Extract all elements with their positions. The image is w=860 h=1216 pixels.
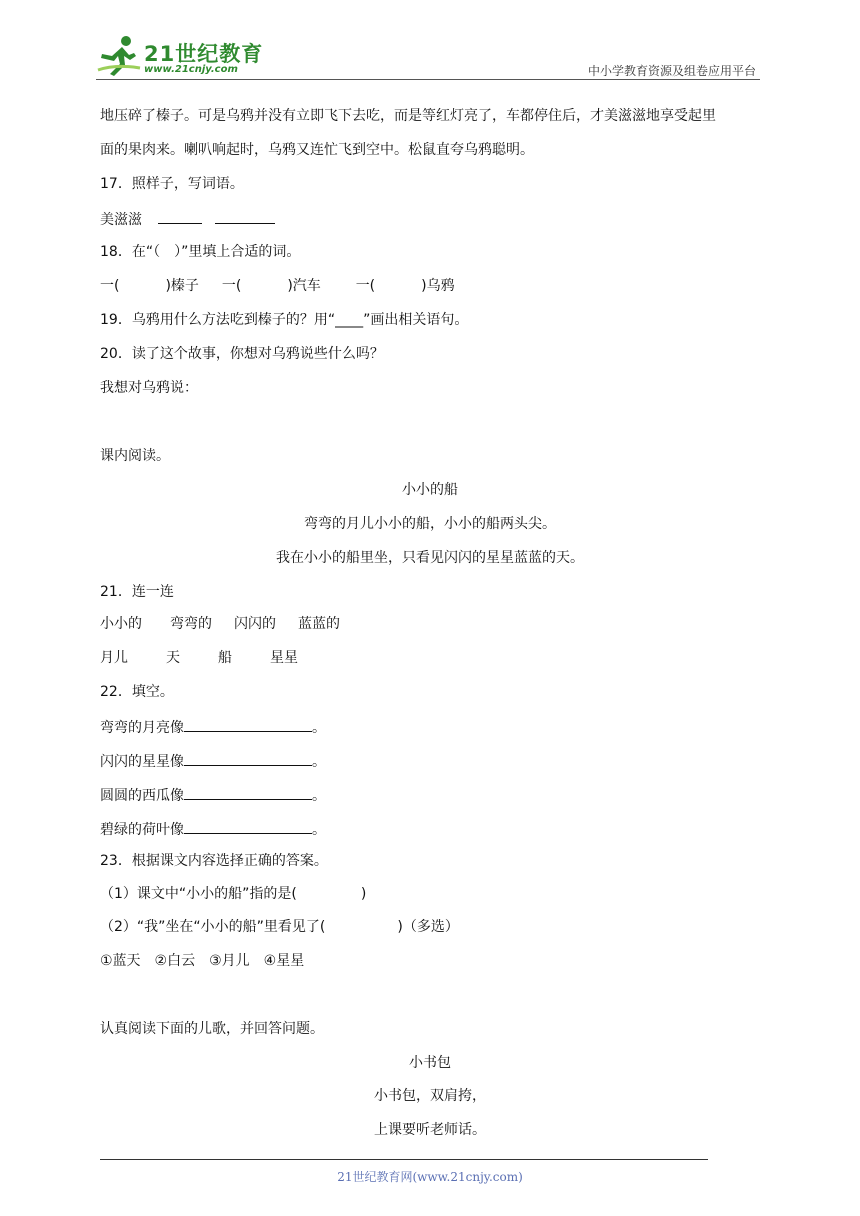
match-item[interactable]: 小小的 [100, 616, 142, 632]
fill-prompt: 弯弯的月亮像 [100, 720, 184, 736]
poem-line: 弯弯的月儿小小的船，小小的船两头尖。 [304, 516, 556, 532]
match-item[interactable]: 闪闪的 [234, 616, 276, 632]
answer-blank[interactable] [215, 209, 275, 224]
answer-blank[interactable] [158, 209, 202, 224]
logo-text: 21世纪教育 [144, 42, 264, 66]
fill-item: 一( [100, 278, 120, 294]
fill-line [100, 717, 326, 737]
period: 。 [312, 720, 326, 736]
question-20-title: 20．读了这个故事，你想对乌鸦说些什么吗？ [100, 346, 384, 362]
question-17-row [100, 209, 275, 229]
passage-line-1: 地压碎了榛子。可是乌鸦并没有立即飞下去吃，而是等红灯亮了，车都停住后，才美滋滋地享受起里 [100, 108, 716, 124]
question-21-title: 21．连一连 [100, 584, 174, 600]
footer-text: 21世纪教育网(www.21cnjy.com) [337, 1170, 523, 1184]
sub-question-text: )（多选） [397, 919, 459, 935]
header-divider [96, 79, 760, 80]
question-23-options: ①蓝天 ②白云 ③月儿 ④星星 [100, 953, 305, 969]
question-23-sub1 [100, 885, 366, 903]
period: 。 [312, 788, 326, 804]
question-18-title: 18．在“（ ）”里填上合适的词。 [100, 244, 301, 260]
fill-prompt: 闪闪的星星像 [100, 754, 184, 770]
sub-question-text: （1）课文中“小小的船”指的是( [100, 886, 297, 902]
match-row-nouns [100, 649, 298, 667]
passage-line-2: 面的果肉来。喇叭响起时，乌鸦又连忙飞到空中。松鼠直夸乌鸦聪明。 [100, 142, 534, 158]
answer-blank[interactable] [184, 785, 312, 800]
answer-blank[interactable] [184, 819, 312, 834]
question-20-prompt: 我想对乌鸦说： [100, 380, 198, 396]
example-word: 美滋滋 [100, 212, 142, 228]
header-platform-text: 中小学教育资源及组卷应用平台 [587, 64, 756, 78]
fill-line [100, 751, 326, 771]
match-item[interactable]: 弯弯的 [170, 616, 212, 632]
fill-item: 一( [221, 278, 242, 294]
match-row-adjectives [100, 615, 340, 633]
fill-prompt: 圆圆的西瓜像 [100, 788, 184, 804]
site-logo [96, 34, 264, 78]
section-heading: 认真阅读下面的儿歌，并回答问题。 [100, 1021, 324, 1037]
question-22-title: 22．填空。 [100, 684, 174, 700]
fill-item: )汽车 [287, 278, 321, 294]
period: 。 [312, 754, 326, 770]
sub-question-text: ) [360, 886, 367, 902]
question-17-title: 17．照样子，写词语。 [100, 176, 244, 192]
logo-url: www.21cnjy.com [144, 64, 238, 75]
question-23-title: 23．根据课文内容选择正确的答案。 [100, 853, 328, 869]
match-item[interactable]: 月儿 [100, 650, 128, 666]
running-person-icon [96, 34, 142, 78]
poem-title: 小小的船 [402, 482, 458, 498]
poem-line: 上课要听老师话。 [374, 1122, 486, 1138]
fill-line [100, 785, 326, 805]
match-item[interactable]: 蓝蓝的 [298, 616, 340, 632]
question-19-title: 19．乌鸦用什么方法吃到榛子的？用“____”画出相关语句。 [100, 312, 469, 328]
poem-line: 我在小小的船里坐，只看见闪闪的星星蓝蓝的天。 [276, 550, 584, 566]
section-heading: 课内阅读。 [100, 448, 170, 464]
answer-blank[interactable] [184, 751, 312, 766]
fill-line [100, 819, 326, 839]
question-18-items [100, 277, 455, 295]
match-item[interactable]: 船 [218, 650, 232, 666]
question-23-sub2 [100, 918, 459, 936]
poem-line: 小书包，双肩挎， [374, 1088, 486, 1104]
answer-blank[interactable] [184, 717, 312, 732]
fill-item: 一( [355, 278, 376, 294]
fill-item: )榛子 [165, 278, 199, 294]
footer-divider [100, 1159, 708, 1160]
fill-item: )乌鸦 [421, 278, 455, 294]
fill-prompt: 碧绿的荷叶像 [100, 822, 184, 838]
period: 。 [312, 822, 326, 838]
match-item[interactable]: 星星 [270, 650, 298, 666]
sub-question-text: （2）“我”坐在“小小的船”里看见了( [100, 919, 326, 935]
match-item[interactable]: 天 [166, 650, 180, 666]
poem-title: 小书包 [409, 1055, 451, 1071]
